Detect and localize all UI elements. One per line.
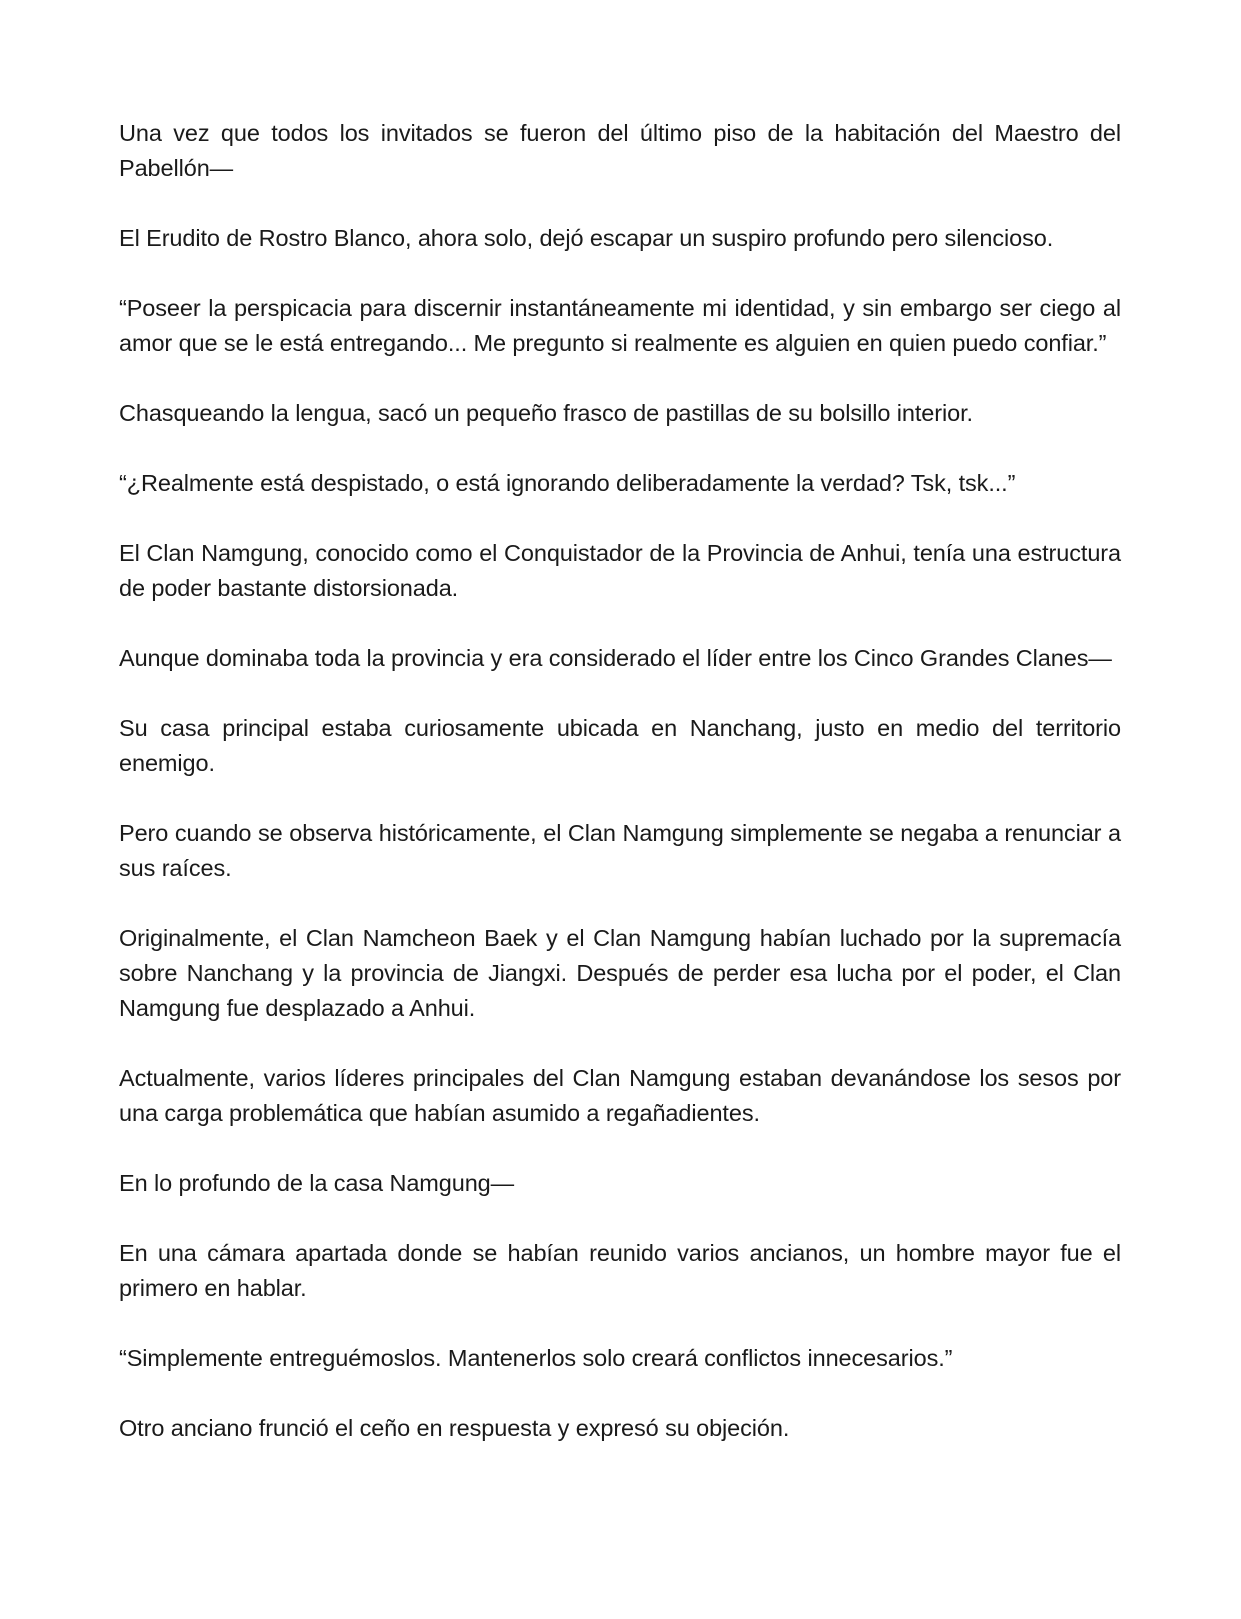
paragraph-1: Una vez que todos los invitados se fueron del último piso de la habitación del Maestro del Pabellón— <box>119 120 1121 181</box>
paragraph-12: En lo profundo de la casa Namgung— <box>119 1170 515 1196</box>
paragraph-7: Aunque dominaba toda la provincia y era considerado el líder entre los Cinco Grandes Clanes— <box>119 645 1112 671</box>
paragraph-8: Su casa principal estaba curiosamente ubicada en Nanchang, justo en medio del territorio enemigo. <box>119 715 1121 776</box>
paragraph-10: Originalmente, el Clan Namcheon Baek y el Clan Namgung habían luchado por la supremacía sobre Nanchang y la provincia de Jiangxi. Después de perder esa lucha por el poder, el Clan Namgung fue desplazado a Anhui. <box>119 925 1121 1021</box>
paragraph-9: Pero cuando se observa históricamente, el Clan Namgung simplemente se negaba a renunciar a sus raíces. <box>119 820 1121 881</box>
paragraph-15: Otro anciano frunció el ceño en respuesta y expresó su objeción. <box>119 1415 790 1441</box>
paragraph-6: El Clan Namgung, conocido como el Conquistador de la Provincia de Anhui, tenía una estructura de poder bastante distorsionada. <box>119 540 1121 601</box>
paragraph-3: “Poseer la perspicacia para discernir instantáneamente mi identidad, y sin embargo ser ciego al amor que se le está entregando... Me pregunto si realmente es alguien en quien puedo confiar.” <box>119 295 1121 356</box>
paragraph-5: “¿Realmente está despistado, o está ignorando deliberadamente la verdad? Tsk, tsk...” <box>119 470 1016 496</box>
paragraph-11: Actualmente, varios líderes principales del Clan Namgung estaban devanándose los sesos por una carga problemática que habían asumido a regañadientes. <box>119 1065 1121 1126</box>
paragraph-13: En una cámara apartada donde se habían reunido varios ancianos, un hombre mayor fue el primero en hablar. <box>119 1240 1121 1301</box>
paragraph-2: El Erudito de Rostro Blanco, ahora solo, dejó escapar un suspiro profundo pero silencioso. <box>119 225 1054 251</box>
paragraph-4: Chasqueando la lengua, sacó un pequeño frasco de pastillas de su bolsillo interior. <box>119 400 973 426</box>
paragraph-14: “Simplemente entreguémoslos. Mantenerlos solo creará conflictos innecesarios.” <box>119 1345 953 1371</box>
